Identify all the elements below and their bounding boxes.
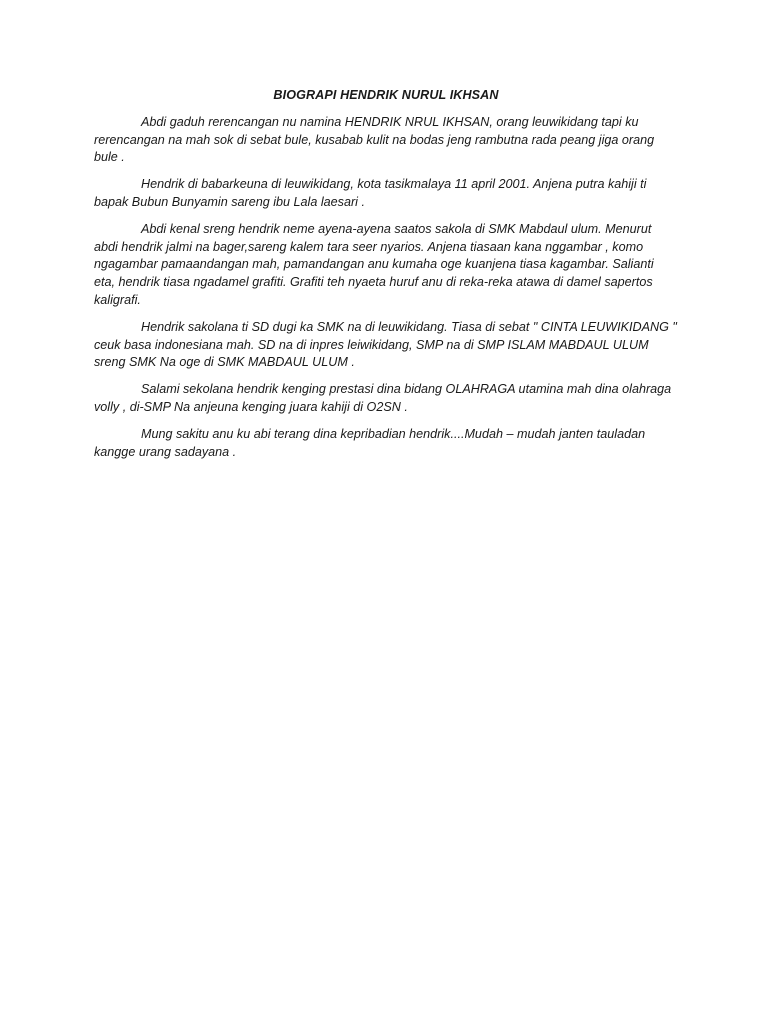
paragraph-3: Abdi kenal sreng hendrik neme ayena-ayena saatos sakola di SMK Mabdaul ulum. Menurut abdi hendrik jalmi na bager,sareng kalem tara seer nyarios. Anjena tiasaan kana nggambar , komo ngagambar pamaandangan mah, pamandangan anu kumaha oge kuanjena tiasa kagambar. Salianti eta, hendrik tiasa ngadamel grafiti. Grafiti teh nyaeta huruf anu di reka-reka atawa di damel sapertos kaligrafi.	[94, 221, 654, 307]
paragraph-2: Hendrik di babarkeuna di leuwikidang, kota tasikmalaya 11 april 2001. Anjena putra kahiji ti bapak Bubun Bunyamin sareng ibu Lala laesari .	[94, 177, 647, 209]
paragraph-1: Abdi gaduh rerencangan nu namina HENDRIK NRUL IKHSAN, orang leuwikidang tapi ku rerencangan na mah sok di sebat bule, kusabab kulit na bodas jeng rambutna rada peang jiga orang bule .	[94, 114, 655, 165]
document-body	[94, 87, 678, 470]
paragraph-5: Salami sekolana hendrik kenging prestasi dina bidang OLAHRAGA utamina mah dina olahraga volly , di-SMP Na anjeuna kenging juara kahiji di O2SN .	[94, 382, 672, 414]
paragraph-4: Hendrik sakolana ti SD dugi ka SMK na di leuwikidang. Tiasa di sebat " CINTA LEUWIKIDANG " ceuk basa indonesiana mah. SD na di inpres leiwikidang, SMP na di SMP ISLAM MABDAUL ULUM sreng SMK Na oge di SMK MABDAUL ULUM .	[94, 319, 677, 370]
document-title: BIOGRAPI HENDRIK NURUL IKHSAN	[273, 88, 499, 102]
paragraph-6: Mung sakitu anu ku abi terang dina kepribadian hendrik....Mudah – mudah janten tauladan kangge urang sadayana .	[94, 426, 646, 459]
